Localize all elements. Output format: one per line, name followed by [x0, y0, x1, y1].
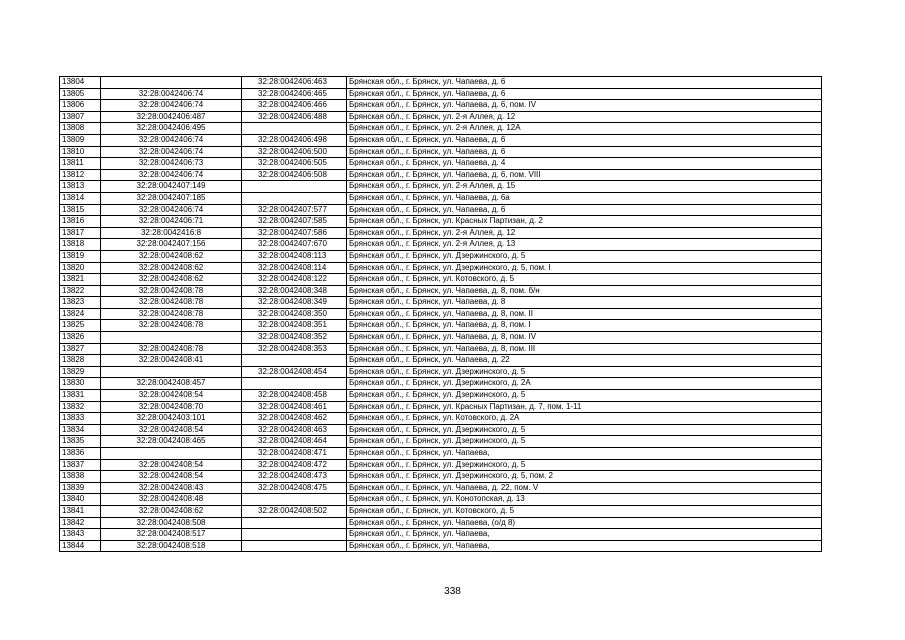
new-cadastral-number-cell: 32:28:0042406:508	[242, 169, 347, 181]
old-cadastral-number-cell: 32:28:0042406:74	[101, 169, 242, 181]
new-cadastral-number-cell: 32:28:0042407:585	[242, 216, 347, 228]
table-row	[60, 297, 822, 309]
registry-table-body	[60, 77, 822, 552]
address-cell: Брянская обл., г. Брянск, ул. Чапаева, д. 4	[347, 158, 822, 170]
new-cadastral-number-cell: 32:28:0042408:472	[242, 459, 347, 471]
address-cell: Брянская обл., г. Брянск, ул. Дзержинского, д. 5	[347, 390, 822, 402]
new-cadastral-number-cell: 32:28:0042406:488	[242, 111, 347, 123]
table-row	[60, 540, 822, 552]
row-number-cell: 13822	[60, 285, 101, 297]
row-number-cell: 13829	[60, 366, 101, 378]
old-cadastral-number-cell: 32:28:0042408:43	[101, 482, 242, 494]
table-row	[60, 378, 822, 390]
address-cell: Брянская обл., г. Брянск, ул. Чапаева, д. 6	[347, 88, 822, 100]
address-cell: Брянская обл., г. Брянск, ул. Дзержинского, д. 2А	[347, 378, 822, 390]
row-number-cell: 13823	[60, 297, 101, 309]
new-cadastral-number-cell: 32:28:0042406:500	[242, 146, 347, 158]
new-cadastral-number-cell: 32:28:0042406:463	[242, 77, 347, 89]
address-cell: Брянская обл., г. Брянск, ул. 2-я Аллея, д. 12	[347, 227, 822, 239]
address-cell: Брянская обл., г. Брянск, ул. Дзержинского, д. 5	[347, 459, 822, 471]
old-cadastral-number-cell: 32:28:0042408:78	[101, 285, 242, 297]
row-number-cell: 13837	[60, 459, 101, 471]
new-cadastral-number-cell: 32:28:0042408:114	[242, 262, 347, 274]
address-cell: Брянская обл., г. Брянск, ул. Чапаева, д. 6, пом. IV	[347, 100, 822, 112]
old-cadastral-number-cell: 32:28:0042407:149	[101, 181, 242, 193]
row-number-cell: 13817	[60, 227, 101, 239]
row-number-cell: 13813	[60, 181, 101, 193]
old-cadastral-number-cell: 32:28:0042406:495	[101, 123, 242, 135]
old-cadastral-number-cell: 32:28:0042406:74	[101, 88, 242, 100]
address-cell: Брянская обл., г. Брянск, ул. Чапаева,	[347, 540, 822, 552]
table-row	[60, 111, 822, 123]
old-cadastral-number-cell: 32:28:0042408:54	[101, 459, 242, 471]
row-number-cell: 13820	[60, 262, 101, 274]
new-cadastral-number-cell	[242, 529, 347, 541]
table-row	[60, 88, 822, 100]
table-row	[60, 448, 822, 460]
row-number-cell: 13808	[60, 123, 101, 135]
new-cadastral-number-cell: 32:28:0042408:351	[242, 320, 347, 332]
new-cadastral-number-cell: 32:28:0042406:466	[242, 100, 347, 112]
old-cadastral-number-cell: 32:28:0042408:78	[101, 320, 242, 332]
new-cadastral-number-cell	[242, 540, 347, 552]
row-number-cell: 13841	[60, 505, 101, 517]
address-cell: Брянская обл., г. Брянск, ул. Конотопская, д. 13	[347, 494, 822, 506]
address-cell: Брянская обл., г. Брянск, ул. Чапаева,	[347, 448, 822, 460]
new-cadastral-number-cell: 32:28:0042406:505	[242, 158, 347, 170]
new-cadastral-number-cell: 32:28:0042408:353	[242, 343, 347, 355]
new-cadastral-number-cell: 32:28:0042408:475	[242, 482, 347, 494]
table-row	[60, 216, 822, 228]
row-number-cell: 13836	[60, 448, 101, 460]
address-cell: Брянская обл., г. Брянск, ул. Чапаева, д. 6	[347, 77, 822, 89]
table-row	[60, 529, 822, 541]
old-cadastral-number-cell	[101, 332, 242, 344]
old-cadastral-number-cell: 32:28:0042408:78	[101, 343, 242, 355]
row-number-cell: 13819	[60, 250, 101, 262]
new-cadastral-number-cell: 32:28:0042408:502	[242, 505, 347, 517]
table-row	[60, 366, 822, 378]
old-cadastral-number-cell: 32:28:0042416:8	[101, 227, 242, 239]
old-cadastral-number-cell: 32:28:0042408:62	[101, 505, 242, 517]
address-cell: Брянская обл., г. Брянск, ул. Котовского, д. 5	[347, 505, 822, 517]
row-number-cell: 13825	[60, 320, 101, 332]
old-cadastral-number-cell: 32:28:0042408:41	[101, 355, 242, 367]
address-cell: Брянская обл., г. Брянск, ул. Дзержинского, д. 5	[347, 366, 822, 378]
address-cell: Брянская обл., г. Брянск, ул. Чапаева, (о/д 8)	[347, 517, 822, 529]
old-cadastral-number-cell: 32:28:0042406:74	[101, 100, 242, 112]
table-row	[60, 459, 822, 471]
new-cadastral-number-cell: 32:28:0042407:586	[242, 227, 347, 239]
table-row	[60, 250, 822, 262]
address-cell: Брянская обл., г. Брянск, ул. Чапаева, д. 22, пом. V	[347, 482, 822, 494]
address-cell: Брянская обл., г. Брянск, ул. 2-я Аллея, д. 13	[347, 239, 822, 251]
old-cadastral-number-cell: 32:28:0042406:74	[101, 204, 242, 216]
row-number-cell: 13844	[60, 540, 101, 552]
address-cell: Брянская обл., г. Брянск, ул. Чапаева, д. 8, пом. I	[347, 320, 822, 332]
row-number-cell: 13824	[60, 308, 101, 320]
table-row	[60, 343, 822, 355]
new-cadastral-number-cell: 32:28:0042408:464	[242, 436, 347, 448]
old-cadastral-number-cell: 32:28:0042408:54	[101, 390, 242, 402]
row-number-cell: 13818	[60, 239, 101, 251]
table-row	[60, 413, 822, 425]
address-cell: Брянская обл., г. Брянск, ул. 2-я Аллея, д. 12А	[347, 123, 822, 135]
table-row	[60, 123, 822, 135]
table-row	[60, 158, 822, 170]
table-row	[60, 436, 822, 448]
new-cadastral-number-cell: 32:28:0042408:348	[242, 285, 347, 297]
table-row	[60, 332, 822, 344]
address-cell: Брянская обл., г. Брянск, ул. Красных Партизан, д. 2	[347, 216, 822, 228]
new-cadastral-number-cell: 32:28:0042408:462	[242, 413, 347, 425]
old-cadastral-number-cell: 32:28:0042408:54	[101, 424, 242, 436]
table-row	[60, 169, 822, 181]
new-cadastral-number-cell: 32:28:0042408:113	[242, 250, 347, 262]
old-cadastral-number-cell	[101, 366, 242, 378]
table-row	[60, 146, 822, 158]
address-cell: Брянская обл., г. Брянск, ул. Чапаева, д. 8, пом. II	[347, 308, 822, 320]
new-cadastral-number-cell: 32:28:0042407:577	[242, 204, 347, 216]
row-number-cell: 13833	[60, 413, 101, 425]
row-number-cell: 13840	[60, 494, 101, 506]
old-cadastral-number-cell	[101, 448, 242, 460]
address-cell: Брянская обл., г. Брянск, ул. Чапаева,	[347, 529, 822, 541]
address-cell: Брянская обл., г. Брянск, ул. Котовского, д. 5	[347, 274, 822, 286]
row-number-cell: 13838	[60, 471, 101, 483]
row-number-cell: 13805	[60, 88, 101, 100]
old-cadastral-number-cell: 32:28:0042403:101	[101, 413, 242, 425]
table-row	[60, 204, 822, 216]
table-row	[60, 274, 822, 286]
new-cadastral-number-cell: 32:28:0042406:465	[242, 88, 347, 100]
table-row	[60, 239, 822, 251]
row-number-cell: 13810	[60, 146, 101, 158]
address-cell: Брянская обл., г. Брянск, ул. Чапаева, д. 6а	[347, 192, 822, 204]
table-row	[60, 424, 822, 436]
old-cadastral-number-cell: 32:28:0042408:457	[101, 378, 242, 390]
table-row	[60, 517, 822, 529]
new-cadastral-number-cell	[242, 192, 347, 204]
registry-table	[59, 76, 822, 552]
new-cadastral-number-cell	[242, 517, 347, 529]
row-number-cell: 13828	[60, 355, 101, 367]
new-cadastral-number-cell: 32:28:0042408:350	[242, 308, 347, 320]
row-number-cell: 13831	[60, 390, 101, 402]
row-number-cell: 13814	[60, 192, 101, 204]
row-number-cell: 13821	[60, 274, 101, 286]
table-row	[60, 482, 822, 494]
new-cadastral-number-cell: 32:28:0042408:473	[242, 471, 347, 483]
old-cadastral-number-cell: 32:28:0042408:78	[101, 308, 242, 320]
old-cadastral-number-cell: 32:28:0042408:62	[101, 262, 242, 274]
address-cell: Брянская обл., г. Брянск, ул. Дзержинского, д. 5	[347, 250, 822, 262]
table-row	[60, 401, 822, 413]
new-cadastral-number-cell: 32:28:0042408:122	[242, 274, 347, 286]
address-cell: Брянская обл., г. Брянск, ул. Дзержинского, д. 5, пом. I	[347, 262, 822, 274]
new-cadastral-number-cell: 32:28:0042408:471	[242, 448, 347, 460]
old-cadastral-number-cell: 32:28:0042408:518	[101, 540, 242, 552]
address-cell: Брянская обл., г. Брянск, ул. Чапаева, д. 8, пом. III	[347, 343, 822, 355]
address-cell: Брянская обл., г. Брянск, ул. Котовского, д. 2А	[347, 413, 822, 425]
row-number-cell: 13812	[60, 169, 101, 181]
old-cadastral-number-cell: 32:28:0042408:62	[101, 274, 242, 286]
row-number-cell: 13834	[60, 424, 101, 436]
row-number-cell: 13806	[60, 100, 101, 112]
address-cell: Брянская обл., г. Брянск, ул. Чапаева, д. 22	[347, 355, 822, 367]
address-cell: Брянская обл., г. Брянск, ул. Дзержинского, д. 5, пом. 2	[347, 471, 822, 483]
table-row	[60, 262, 822, 274]
row-number-cell: 13826	[60, 332, 101, 344]
old-cadastral-number-cell: 32:28:0042408:78	[101, 297, 242, 309]
row-number-cell: 13811	[60, 158, 101, 170]
table-row	[60, 494, 822, 506]
table-row	[60, 100, 822, 112]
address-cell: Брянская обл., г. Брянск, ул. Чапаева, д. 6	[347, 204, 822, 216]
new-cadastral-number-cell: 32:28:0042408:458	[242, 390, 347, 402]
table-row	[60, 390, 822, 402]
table-row	[60, 77, 822, 89]
row-number-cell: 13830	[60, 378, 101, 390]
new-cadastral-number-cell	[242, 123, 347, 135]
new-cadastral-number-cell: 32:28:0042406:498	[242, 134, 347, 146]
page-number: 338	[444, 586, 461, 597]
row-number-cell: 13816	[60, 216, 101, 228]
row-number-cell: 13804	[60, 77, 101, 89]
new-cadastral-number-cell	[242, 355, 347, 367]
old-cadastral-number-cell: 32:28:0042408:70	[101, 401, 242, 413]
table-row	[60, 471, 822, 483]
row-number-cell: 13839	[60, 482, 101, 494]
row-number-cell: 13835	[60, 436, 101, 448]
address-cell: Брянская обл., г. Брянск, ул. Красных Партизан, д. 7, пом. 1-11	[347, 401, 822, 413]
table-row	[60, 227, 822, 239]
address-cell: Брянская обл., г. Брянск, ул. Чапаева, д. 8	[347, 297, 822, 309]
old-cadastral-number-cell: 32:28:0042406:74	[101, 134, 242, 146]
old-cadastral-number-cell: 32:28:0042407:185	[101, 192, 242, 204]
new-cadastral-number-cell: 32:28:0042408:461	[242, 401, 347, 413]
row-number-cell: 13843	[60, 529, 101, 541]
row-number-cell: 13842	[60, 517, 101, 529]
table-row	[60, 285, 822, 297]
old-cadastral-number-cell: 32:28:0042408:517	[101, 529, 242, 541]
old-cadastral-number-cell: 32:28:0042408:54	[101, 471, 242, 483]
address-cell: Брянская обл., г. Брянск, ул. Дзержинского, д. 5	[347, 436, 822, 448]
new-cadastral-number-cell	[242, 494, 347, 506]
table-row	[60, 134, 822, 146]
address-cell: Брянская обл., г. Брянск, ул. Чапаева, д. 6	[347, 146, 822, 158]
old-cadastral-number-cell: 32:28:0042408:465	[101, 436, 242, 448]
table-row	[60, 355, 822, 367]
address-cell: Брянская обл., г. Брянск, ул. Чапаева, д. 8, пом. б/н	[347, 285, 822, 297]
address-cell: Брянская обл., г. Брянск, ул. Чапаева, д. 6	[347, 134, 822, 146]
row-number-cell: 13809	[60, 134, 101, 146]
new-cadastral-number-cell: 32:28:0042408:463	[242, 424, 347, 436]
old-cadastral-number-cell	[101, 77, 242, 89]
row-number-cell: 13815	[60, 204, 101, 216]
old-cadastral-number-cell: 32:28:0042408:62	[101, 250, 242, 262]
new-cadastral-number-cell: 32:28:0042408:349	[242, 297, 347, 309]
table-row	[60, 320, 822, 332]
new-cadastral-number-cell	[242, 181, 347, 193]
new-cadastral-number-cell: 32:28:0042408:454	[242, 366, 347, 378]
table-row	[60, 192, 822, 204]
new-cadastral-number-cell: 32:28:0042408:352	[242, 332, 347, 344]
row-number-cell: 13827	[60, 343, 101, 355]
address-cell: Брянская обл., г. Брянск, ул. 2-я Аллея, д. 12	[347, 111, 822, 123]
old-cadastral-number-cell: 32:28:0042406:73	[101, 158, 242, 170]
address-cell: Брянская обл., г. Брянск, ул. Дзержинского, д. 5	[347, 424, 822, 436]
address-cell: Брянская обл., г. Брянск, ул. Чапаева, д. 6, пом. VIII	[347, 169, 822, 181]
address-cell: Брянская обл., г. Брянск, ул. 2-я Аллея, д. 15	[347, 181, 822, 193]
old-cadastral-number-cell: 32:28:0042408:508	[101, 517, 242, 529]
new-cadastral-number-cell	[242, 378, 347, 390]
row-number-cell: 13807	[60, 111, 101, 123]
old-cadastral-number-cell: 32:28:0042407:156	[101, 239, 242, 251]
old-cadastral-number-cell: 32:28:0042408:48	[101, 494, 242, 506]
old-cadastral-number-cell: 32:28:0042406:487	[101, 111, 242, 123]
table-row	[60, 181, 822, 193]
table-row	[60, 308, 822, 320]
table-row	[60, 505, 822, 517]
new-cadastral-number-cell: 32:28:0042407:670	[242, 239, 347, 251]
row-number-cell: 13832	[60, 401, 101, 413]
old-cadastral-number-cell: 32:28:0042406:74	[101, 146, 242, 158]
old-cadastral-number-cell: 32:28:0042406:71	[101, 216, 242, 228]
address-cell: Брянская обл., г. Брянск, ул. Чапаева, д. 8, пом. IV	[347, 332, 822, 344]
